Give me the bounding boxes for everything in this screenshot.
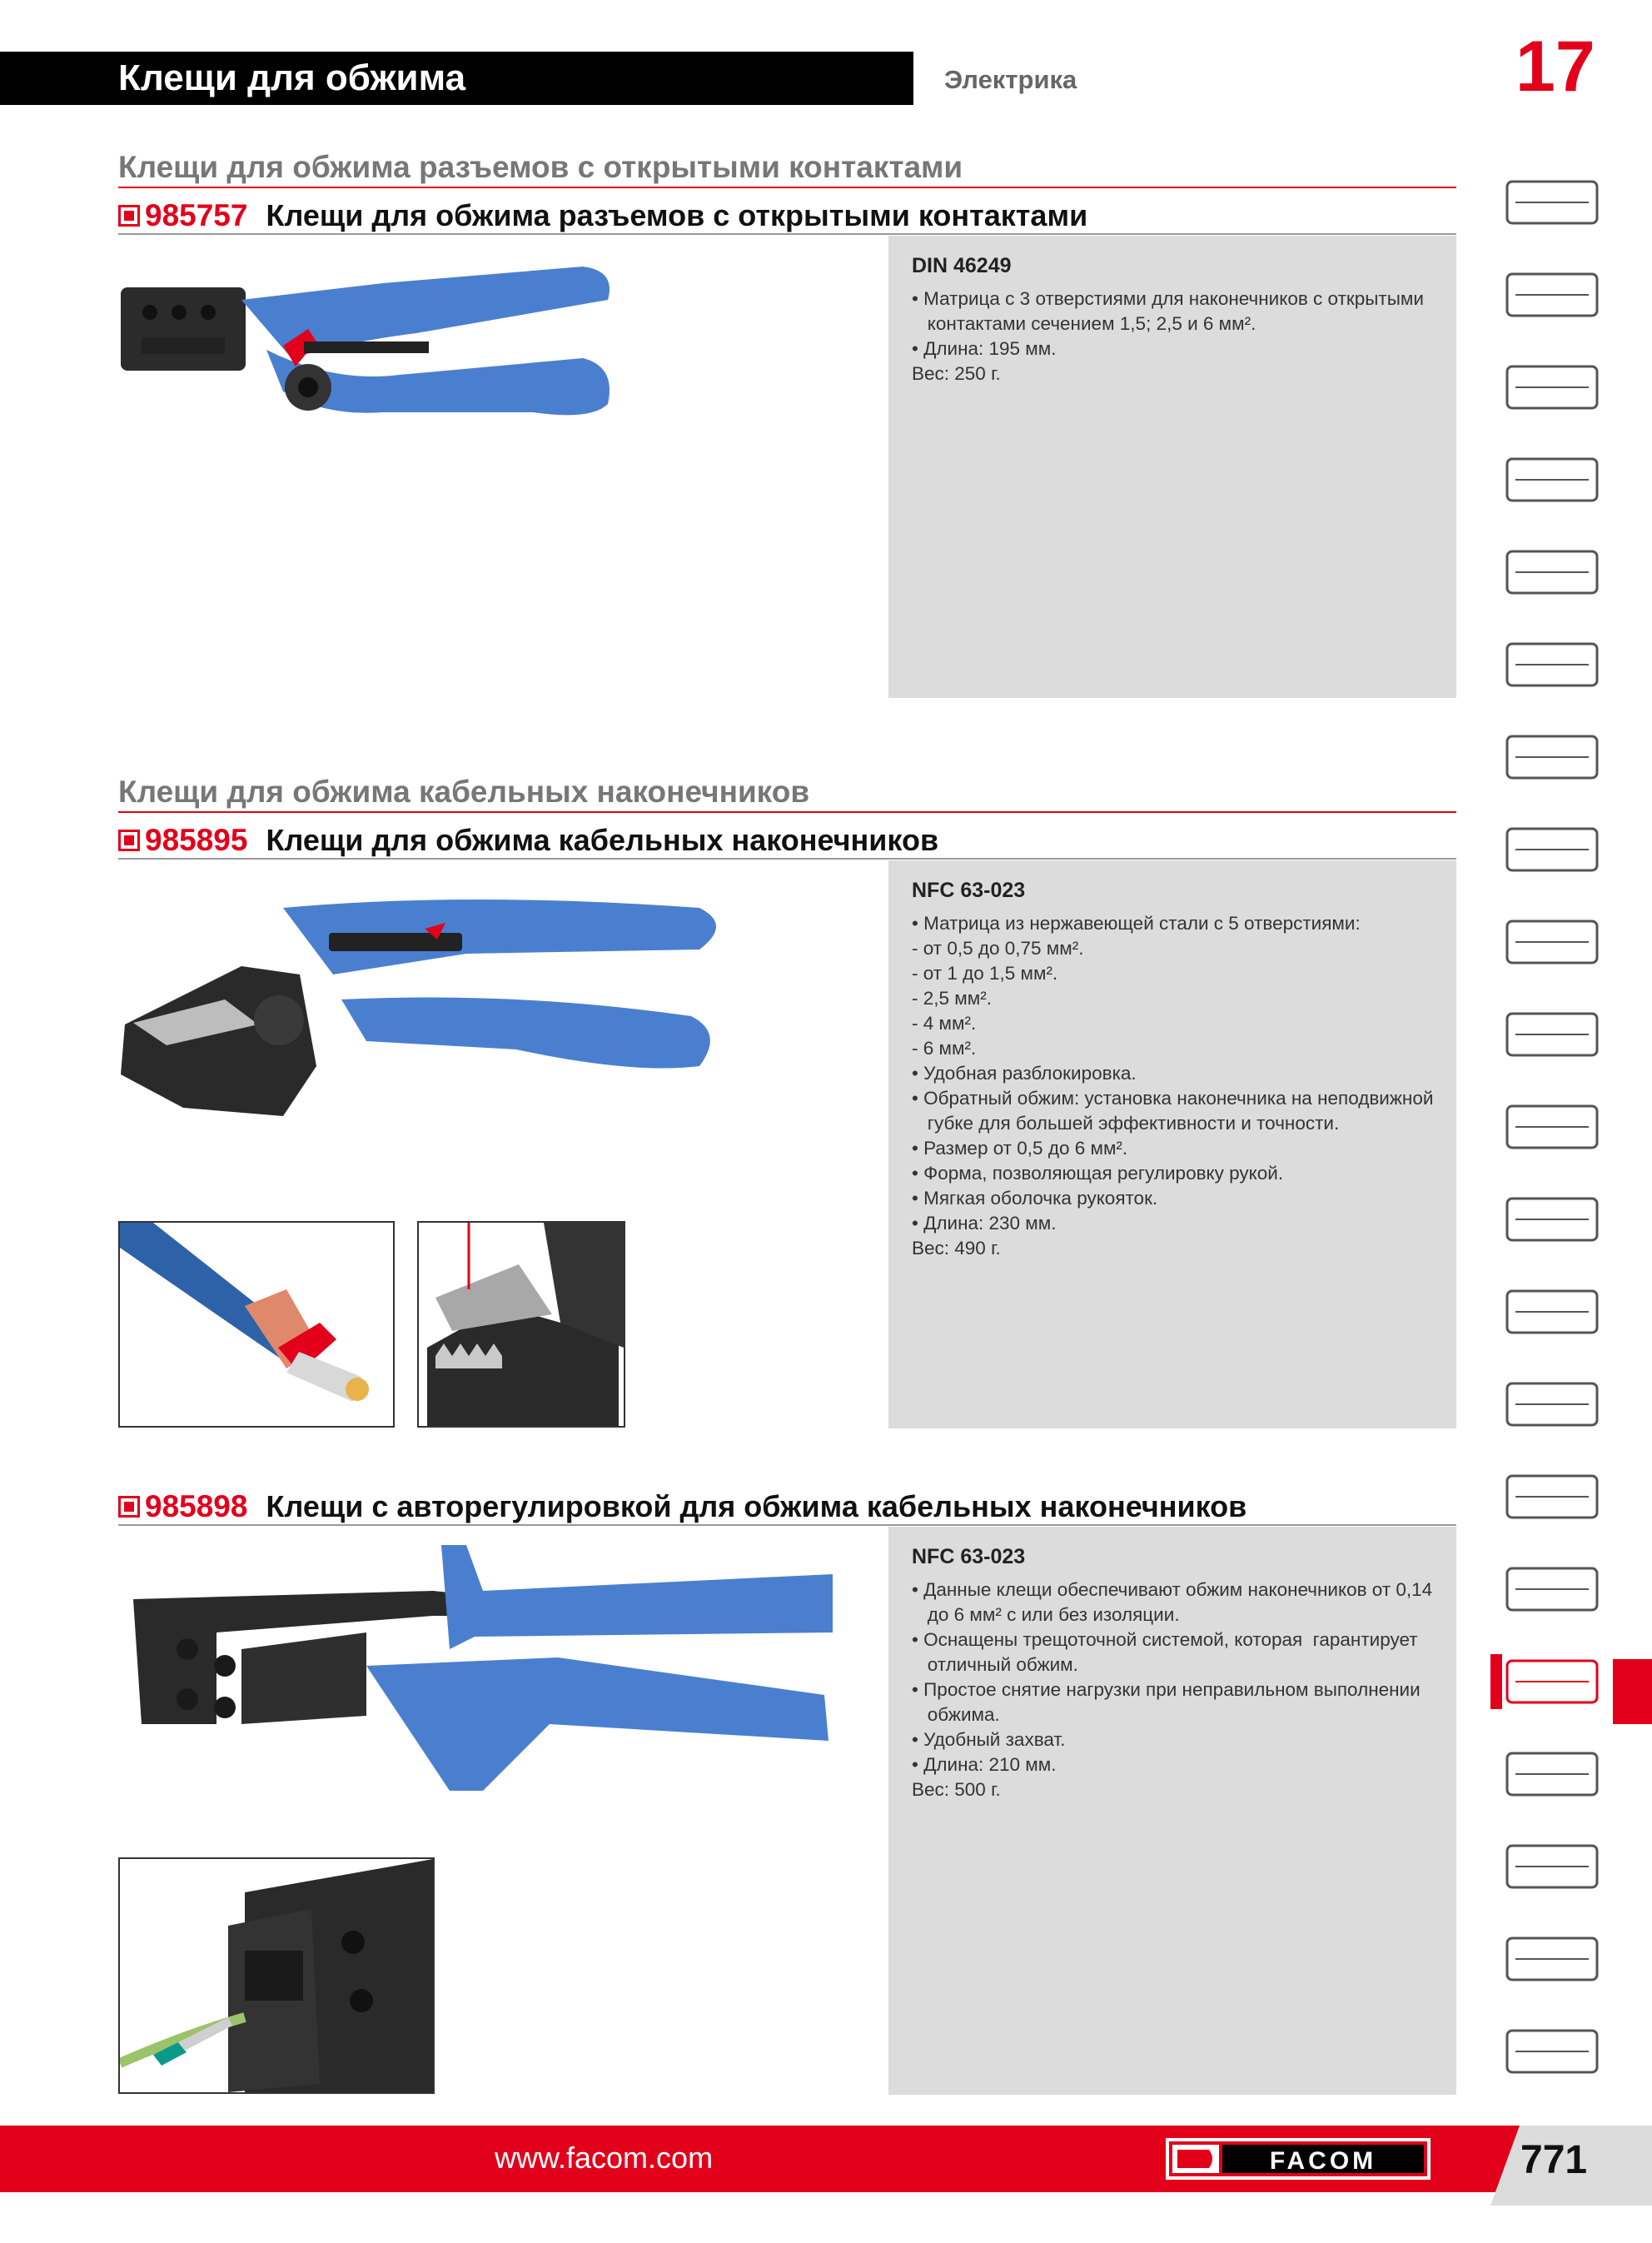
product-code: 985895 <box>145 823 248 857</box>
crimp-head-photo <box>118 1857 435 2094</box>
spec-line: • Простое снятие нагрузки при неправильном выполнении <box>912 1679 1421 1700</box>
website-link[interactable]: www.facom.com <box>495 2141 714 2175</box>
page-title: Клещи для обжима <box>118 57 466 98</box>
screwdriver-icon[interactable] <box>1490 721 1614 793</box>
truck-icon[interactable] <box>1490 1923 1614 1995</box>
hacksaw-icon[interactable] <box>1490 1091 1614 1163</box>
spec-line: отличный обжим. <box>912 1654 1078 1675</box>
section-tab-marker <box>1613 1659 1652 1724</box>
category-label: Электрика <box>944 65 1077 94</box>
spec-standard: NFC 63-023 <box>912 1545 1026 1568</box>
spec-line: • Размер от 0,5 до 6 мм². <box>912 1138 1128 1159</box>
product-marker-icon <box>118 1496 140 1518</box>
spec-line: • Длина: 210 мм. <box>912 1754 1057 1775</box>
spec-line: - 4 мм². <box>912 1013 977 1034</box>
spec-lines <box>912 287 1433 386</box>
electrical-breaker-icon[interactable] <box>1490 1646 1614 1717</box>
spec-line: • Длина: 230 мм. <box>912 1213 1057 1234</box>
cable-end-photo <box>118 1221 395 1428</box>
product-divider <box>118 858 1456 860</box>
section-title: Клещи для обжима разъемов с открытыми контактами <box>118 150 963 184</box>
tool-cabinet-icon[interactable] <box>1490 259 1614 331</box>
product-code: 985757 <box>145 198 248 232</box>
product-marker-icon <box>118 830 140 851</box>
pliers-icon[interactable] <box>1490 814 1614 885</box>
ratchet-icon[interactable] <box>1490 629 1614 700</box>
section-divider <box>118 811 1456 813</box>
chapter-number: 17 <box>1515 27 1595 107</box>
page-number: 771 <box>1520 2138 1588 2182</box>
spec-line: • Матрица с 3 отверстиями для наконечников с открытыми <box>912 288 1424 309</box>
vise-icon[interactable] <box>1490 1461 1614 1533</box>
tape-measure-icon[interactable] <box>1490 906 1614 978</box>
spec-line: • Длина: 195 мм. <box>912 338 1057 359</box>
safety-icon[interactable] <box>1490 1553 1614 1625</box>
facom-logo <box>1166 2138 1431 2180</box>
crimping-pliers-image <box>117 875 749 1124</box>
spec-panel <box>888 1527 1456 2095</box>
crimping-pliers-image <box>117 250 749 441</box>
spec-line: • Удобный захват. <box>912 1729 1066 1750</box>
tool-box-icon[interactable] <box>1490 167 1614 238</box>
spec-panel <box>888 860 1456 1428</box>
meter-icon[interactable] <box>1490 1276 1614 1348</box>
spec-line: - 6 мм². <box>912 1038 977 1059</box>
product-name: Клещи для обжима разъемов с открытыми контактами <box>266 198 1088 232</box>
spec-lines <box>912 1578 1433 1802</box>
product-divider <box>118 233 1456 235</box>
spec-line: обжима. <box>912 1704 1000 1725</box>
product-heading <box>118 198 1087 233</box>
product-heading <box>118 823 938 858</box>
crimping-pliers-image <box>117 1541 849 1816</box>
spec-panel <box>888 236 1456 698</box>
handle-icon[interactable] <box>1490 1738 1614 1810</box>
spec-standard: DIN 46249 <box>912 254 1012 277</box>
spec-line: до 6 мм² с или без изоляции. <box>912 1604 1180 1625</box>
spec-standard: NFC 63-023 <box>912 879 1026 902</box>
spec-line: - от 0,5 до 0,75 мм². <box>912 938 1084 959</box>
spec-line: • Данные клещи обеспечивают обжим наконечников от 0,14 <box>912 1579 1433 1600</box>
spec-line: • Матрица из нержавеющей стали с 5 отверстиями: <box>912 913 1361 934</box>
section-title: Клещи для обжима кабельных наконечников <box>118 775 810 809</box>
spec-line: Вес: 500 г. <box>912 1779 1001 1800</box>
impact-wrench-icon[interactable] <box>1490 1368 1614 1440</box>
product-name: Клещи с авторегулировкой для обжима кабельных наконечников <box>266 1489 1247 1523</box>
spec-line: • Оснащены трещоточной системой, которая гарантирует <box>912 1629 1418 1650</box>
product-heading <box>118 1489 1246 1524</box>
product-code: 985898 <box>145 1489 248 1523</box>
spec-line: Вес: 490 г. <box>912 1238 1001 1259</box>
spec-line: • Удобная разблокировка. <box>912 1063 1137 1084</box>
socket-icon[interactable] <box>1490 536 1614 608</box>
product-name: Клещи для обжима кабельных наконечников <box>266 823 939 857</box>
jaw-closeup-photo <box>417 1221 625 1428</box>
product-divider <box>118 1524 1456 1526</box>
product-marker-icon <box>118 205 140 227</box>
spec-line: Вес: 250 г. <box>912 363 1001 384</box>
tool-drawer-icon[interactable] <box>1490 351 1614 423</box>
spec-line: • Мягкая оболочка рукояток. <box>912 1188 1158 1209</box>
puller-icon[interactable] <box>1490 1184 1614 1255</box>
spec-line: • Обратный обжим: установка наконечника на неподвижной <box>912 1088 1434 1109</box>
hammer-icon[interactable] <box>1490 999 1614 1070</box>
combination-wrench-icon[interactable] <box>1490 444 1614 516</box>
car-icon[interactable] <box>1490 1831 1614 1902</box>
svg-text:FACOM: FACOM <box>1269 2147 1377 2175</box>
airplane-icon[interactable] <box>1490 2016 1614 2087</box>
section-divider <box>118 187 1456 188</box>
spec-line: - 2,5 мм². <box>912 988 992 1009</box>
spec-line: • Форма, позволяющая регулировку рукой. <box>912 1163 1284 1184</box>
spec-line: губке для большей эффективности и точности. <box>912 1113 1340 1134</box>
spec-lines <box>912 911 1433 1261</box>
spec-line: контактами сечением 1,5; 2,5 и 6 мм². <box>912 313 1256 334</box>
spec-line: - от 1 до 1,5 мм². <box>912 963 1058 984</box>
